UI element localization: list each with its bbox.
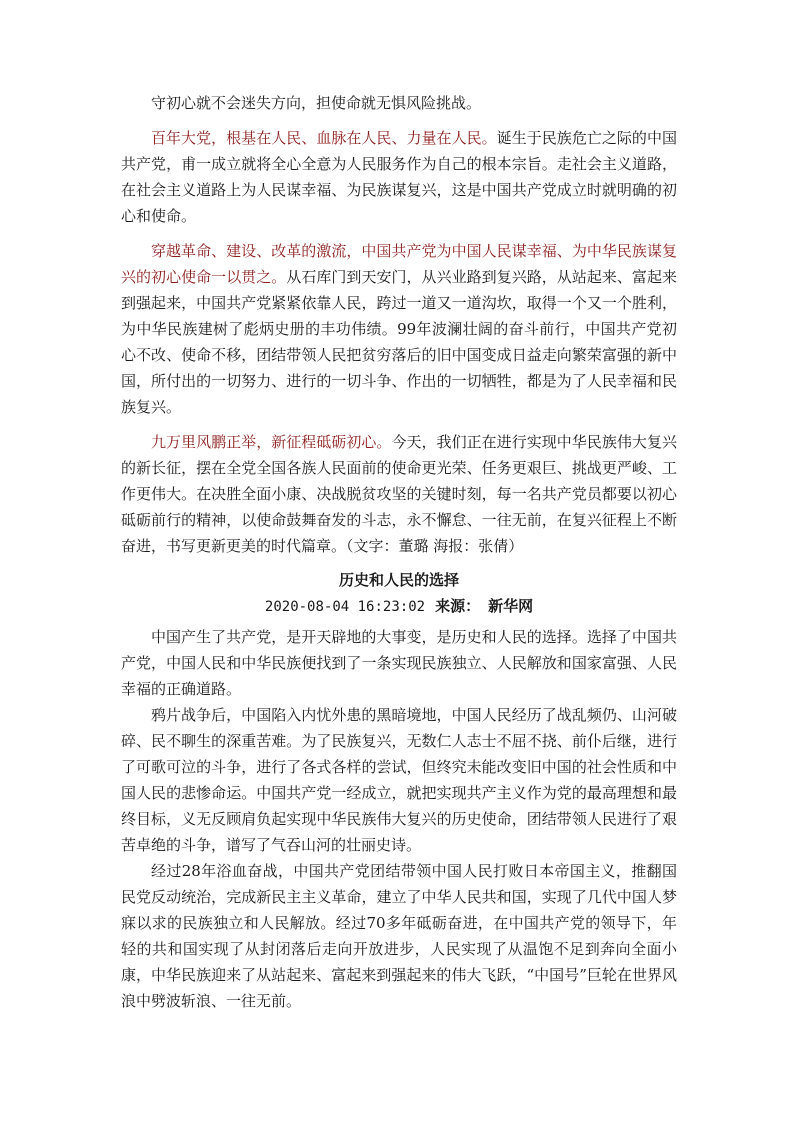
article-paragraph-1: 中国产生了共产党，是开天辟地的大事变，是历史和人民的选择。选择了中国共产党，中国人民和中华民族便找到了一条实现民族独立、人民解放和国家富强、人民幸福的正确道路。: [121, 628, 677, 698]
document-page: [121, 90, 677, 1014]
paragraph-4-text: 今天，我们正在进行实现中华民族伟大复兴的新长征，摆在全党全国各族人民面前的使命更光荣、任务更艰巨、挑战更严峻、工作更伟大。在决胜全面小康、决战脱贫攻坚的关键时刻，每一名共产党员都要以初心砥砺前行的精神，以使命鼓舞奋发的斗志，永不懈怠、一往无前，在复兴征程上不断奋进，书写更新更美的时代篇章。（文字：董璐 海报：张倩）: [121, 433, 677, 555]
article-paragraph-2: 鸦片战争后，中国陷入内忧外患的黑暗境地，中国人民经历了战乱频仍、山河破碎、民不聊生的深重苦难。为了民族复兴，无数仁人志士不屈不挠、前仆后继，进行了可歌可泣的斗争，进行了各式各样的尝试，但终究未能改变旧中国的社会性质和中国人民的悲惨命运。中国共产党一经成立，就把实现共产主义作为党的最高理想和最终目标，义无反顾肩负起实现中华民族伟大复兴的历史使命，团结带领人民进行了艰苦卓绝的斗争，谱写了气吞山河的壮丽史诗。: [121, 706, 677, 854]
paragraph-2: [121, 125, 677, 229]
article-title: 历史和人民的选择: [338, 571, 459, 589]
paragraph-4: [121, 429, 677, 559]
article-paragraph-3: 经过28年浴血奋战，中国共产党团结带领中国人民打败日本帝国主义，推翻国民党反动统治，完成新民主主义革命，建立了中华人民共和国，实现了几代中国人梦寐以求的民族独立和人民解放。经过70多年砥砺奋进，在中国共产党的领导下，年轻的共和国实现了从封闭落后走向开放进步，人民实现了从温饱不足到奔向全面小康，中华民族迎来了从站起来、富起来到强起来的伟大飞跃，“中国号”巨轮在世界风浪中劈波斩浪、一往无前。: [121, 862, 677, 1010]
article-meta: [121, 593, 677, 620]
paragraph-2-text: 诞生于民族危亡之际的中国共产党，甫一成立就将全心全意为人民服务作为自己的根本宗旨。走社会主义道路，在社会主义道路上为人民谋幸福、为民族谋复兴，这是中国共产党成立时就明确的初心和使命。: [121, 129, 677, 225]
article-source: 新华网: [488, 597, 534, 615]
paragraph-3-highlight: 穿越革命、建设、改革的激流，中国共产党为中国人民谋幸福、为中华民族谋复兴的初心使命一以贯之。: [121, 242, 677, 286]
article-datetime: 2020-08-04 16:23:02: [264, 599, 426, 615]
paragraph-2-highlight: 百年大党，根基在人民、血脉在人民、力量在人民。: [151, 129, 497, 147]
article-source-label: 来源：: [435, 597, 481, 615]
paragraph-1: [121, 90, 677, 116]
paragraph-4-highlight: 九万里风鹏正举，新征程砥砺初心。: [151, 433, 392, 451]
paragraph-3-text: 从石库门到天安门，从兴业路到复兴路，从站起来、富起来到强起来，中国共产党紧紧依靠人民，跨过一道又一道沟坎，取得一个又一个胜利，为中华民族建树了彪炳史册的丰功伟绩。99年波澜壮阔的奋斗前行，中国共产党初心不改、使命不移，团结带领人民把贫穷落后的旧中国变成日益走向繁荣富强的新中国，所付出的一切努力、进行的一切斗争、作出的一切牺牲，都是为了人民幸福和民族复兴。: [121, 268, 677, 416]
paragraph-3: [121, 238, 677, 420]
paragraph-1-text: 守初心就不会迷失方向，担使命就无惧风险挑战。: [151, 94, 482, 112]
